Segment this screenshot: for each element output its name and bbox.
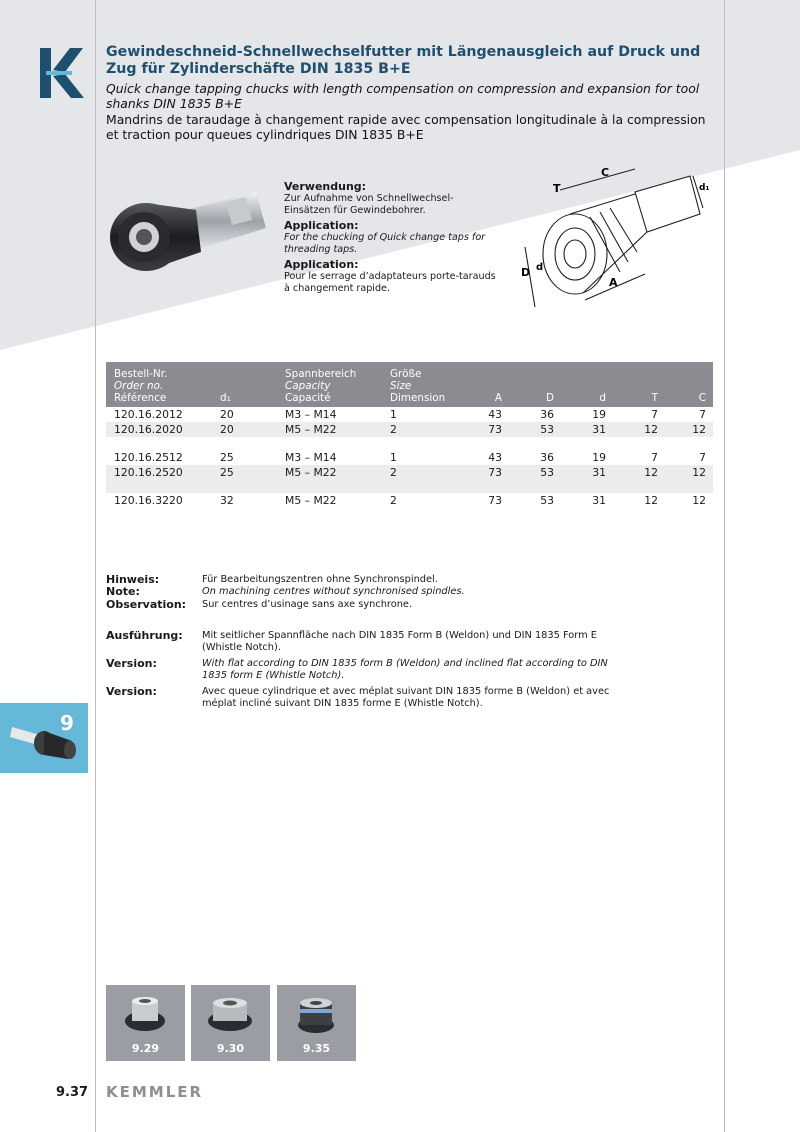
section-tab[interactable] [0,703,88,773]
cell-d: 36 [540,408,554,421]
left-margin-line [95,0,96,1132]
cell-order: 120.16.3220 [114,494,183,507]
product-table [106,362,713,508]
cell-size: 1 [390,451,397,464]
cell-t: 7 [651,451,658,464]
drawing-label-A: A [609,276,618,289]
cell-order: 120.16.2020 [114,423,183,436]
thumbnail-9-30[interactable] [191,985,270,1061]
application-section [284,180,499,298]
ausfuehrung-text: Mit seitlicher Spannfläche nach DIN 1835 Form B (Weldon) und DIN 1835 Form E (Whistle Notch). [202,630,597,654]
table-row [106,465,713,480]
cell-size: 1 [390,408,397,421]
cell-size: 2 [390,466,397,479]
table-row [106,422,713,437]
cell-capacity: M3 – M14 [285,408,337,421]
cell-t: 7 [651,408,658,421]
page-number: 9.37 [56,1085,89,1100]
product-photo [106,180,276,285]
cell-order: 120.16.2520 [114,466,183,479]
cell-d1: 32 [220,494,234,507]
table-header [106,362,713,407]
cell-size: 2 [390,494,397,507]
cell-c: 7 [699,451,706,464]
drawing-label-d1: d₁ [699,183,710,193]
application-label-en: Application: [284,219,359,233]
title-german: Gewindeschneid-Schnellwechselfutter mit Längenausgleich auf Druck und Zug für Zylinderschäfte DIN 1835 B+E [106,44,701,77]
cell-d: 31 [592,494,606,507]
cell-d1: 20 [220,423,234,436]
right-margin-line [724,0,725,1132]
header-size-fr: Dimension [390,392,446,404]
table-row [106,450,713,465]
cell-c: 12 [692,466,706,479]
header-order-fr: Référence [114,392,167,404]
cell-a: 73 [488,466,502,479]
observation-text: Sur centres d’usinage sans axe synchrone. [202,598,413,610]
cell-d1: 25 [220,451,234,464]
header-capacity-de: Spannbereich [285,368,357,380]
section-number: 9 [60,711,74,735]
thumbnail-9-29[interactable] [106,985,185,1061]
cell-c: 7 [699,408,706,421]
cell-d: 31 [592,423,606,436]
header-D: D [545,392,554,404]
hinweis-label: Hinweis: [106,573,160,586]
drawing-label-D: D [521,266,531,279]
header-size-de: Größe [390,368,422,380]
title-french: Mandrins de taraudage à changement rapide avec compensation longitudinale à la compression et traction pour queues cylindriques DIN 1835 B+E [106,112,706,142]
adapter-photo-icon [293,995,339,1035]
cell-d: 53 [540,466,554,479]
cell-capacity: M5 – M22 [285,494,337,507]
cell-capacity: M5 – M22 [285,423,337,436]
cell-d: 19 [592,408,606,421]
application-text-fr: Pour le serrage d’adaptateurs porte-tarauds à changement rapide. [284,271,496,294]
thumbnail-label: 9.35 [302,1042,331,1055]
header-size-en: Size [390,380,412,392]
version-fr-label: Version: [106,685,157,698]
header-C: C [698,392,706,404]
application-label-fr: Application: [284,258,359,272]
title-english: Quick change tapping chucks with length compensation on compression and expansion for tool shanks DIN 1835 B+E [106,81,700,111]
cell-order: 120.16.2012 [114,408,183,421]
version-en-text: With flat according to DIN 1835 form B (Weldon) and inclined flat according to DIN 1835 form E (Whistle Notch). [202,658,608,682]
header-T: T [651,392,658,404]
thumbnail-label: 9.29 [131,1042,160,1055]
cell-size: 2 [390,423,397,436]
application-label-de: Verwendung: [284,180,367,193]
header-A: A [494,392,502,404]
header-d: d [599,392,606,404]
cell-capacity: M3 – M14 [285,451,337,464]
cell-order: 120.16.2512 [114,451,183,464]
table-row [106,493,713,508]
application-text-de: Zur Aufnahme von Schnellwechsel-Einsätzen für Gewindebohrer. [284,193,454,216]
application-text-en: For the chucking of Quick change taps for threading taps. [284,232,486,255]
version-en-label: Version: [106,657,157,670]
table-body [106,407,713,508]
drawing-label-C: C [601,166,610,179]
cell-t: 12 [644,423,658,436]
note-label: Note: [106,585,140,599]
cell-c: 12 [692,423,706,436]
table-row [106,407,713,422]
drawing-label-T: T [553,182,561,195]
header-size [390,368,445,404]
brand-name: KEMMLER [106,1083,204,1101]
adapter-photo-icon [205,997,255,1033]
header-capacity-fr: Capacité [285,392,331,404]
table-spacer-row [106,437,713,450]
cell-d: 31 [592,466,606,479]
observation-label: Observation: [106,597,187,611]
technical-drawing [505,162,723,314]
header-order-de: Bestell-Nr. [114,368,168,380]
cell-t: 12 [644,494,658,507]
cell-d1: 25 [220,466,234,479]
header-capacity [285,368,356,404]
cell-d1: 20 [220,408,234,421]
header-d1: d₁ [220,392,231,404]
adapter-photo-icon [122,997,168,1033]
version-fr-text: Avec queue cylindrique et avec méplat suivant DIN 1835 forme B (Weldon) et avec méplat incliné suivant DIN 1835 forme E (Whistle Notch). [202,686,610,710]
header-capacity-en: Capacity [285,380,331,392]
cell-a: 43 [488,408,502,421]
cell-capacity: M5 – M22 [285,466,337,479]
kemmler-logo-icon [40,48,84,98]
cell-t: 12 [644,466,658,479]
note-text: On machining centres without synchronised spindles. [202,586,465,598]
thumbnail-label: 9.30 [216,1042,245,1055]
header-order-en: Order no. [114,380,164,392]
cell-d: 36 [540,451,554,464]
notes-version [106,630,706,720]
cell-c: 12 [692,494,706,507]
thumbnail-9-35[interactable] [277,985,356,1061]
notes-hinweis [106,574,706,614]
cell-d: 53 [540,494,554,507]
cell-a: 43 [488,451,502,464]
cell-a: 73 [488,423,502,436]
cell-a: 73 [488,494,502,507]
header-order [114,368,167,404]
cell-d: 53 [540,423,554,436]
hinweis-text: Für Bearbeitungszentren ohne Synchronspindel. [202,574,438,585]
ausfuehrung-label: Ausführung: [106,629,183,642]
table-spacer-row [106,480,713,493]
drawing-label-d: d [536,262,544,273]
cell-d: 19 [592,451,606,464]
